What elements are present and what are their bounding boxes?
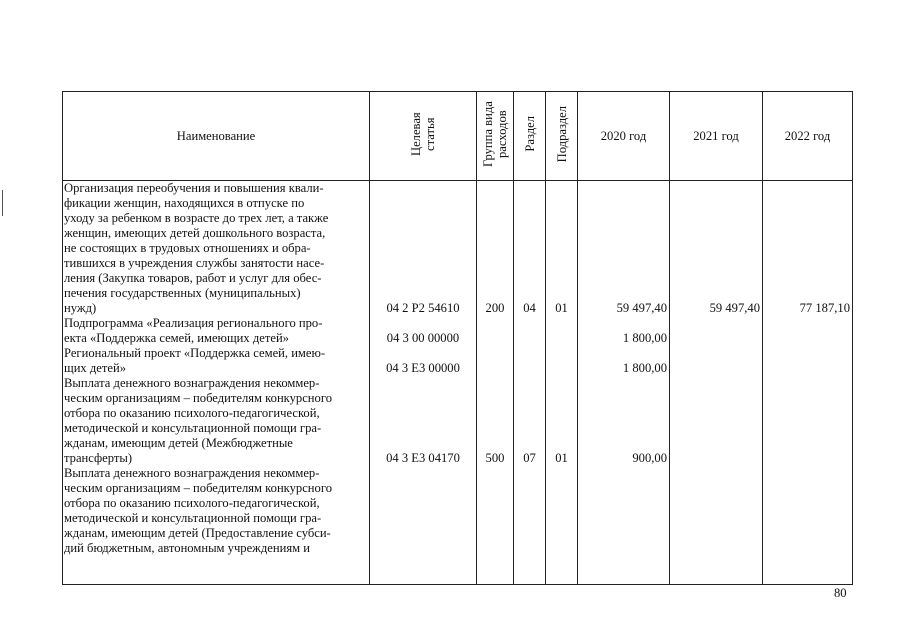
amount-2021-cell-block [670,316,762,346]
header-2022 [763,92,853,181]
row-name-line: ческим организациям – победителям конкурсного [64,391,332,405]
row-name-line: ческим организациям – победителям конкурсного [64,481,332,495]
target-article-cell: 04 3 E3 04170 [386,451,460,465]
row-name-line: ления (Закупка товаров, работ и услуг для обес- [64,271,322,285]
section-cell-block [514,346,545,376]
row-name-line: щих детей» [64,361,127,375]
amount-2021-cell-block [670,346,762,376]
amount-2022-cell: 77 187,10 [799,301,850,315]
subsection-cell: 01 [555,301,568,315]
target-article-cell: 04 3 E3 00000 [386,361,460,375]
amount-2020-cell: 1 800,00 [622,361,667,375]
row-name-line: дий бюджетным, автономным учреждениям и [64,541,311,555]
expense-group-cell: 200 [485,301,505,315]
amount-2022-cell-block [763,376,852,466]
amount-2020-cell-block [578,376,669,466]
target-article-cell: 04 2 P2 54610 [386,301,460,315]
row-name-line: Выплата денежного вознаграждения некоммер- [64,376,320,390]
expense-group-cell-block [477,466,513,556]
scan-edge-mark [2,190,3,216]
expense-group-cell-block [477,316,513,346]
header-expense-group-text: Группа вида расходов [481,101,509,167]
row-name-cell [63,346,369,376]
row-name-line: Выплата денежного вознаграждения некоммер- [64,466,320,480]
amount-2020-cell: 1 800,00 [622,331,667,345]
subsection-cell: 01 [555,451,568,465]
row-name-cell [63,466,369,556]
expense-group-cell: 500 [485,451,505,465]
header-subsection [546,92,578,181]
target-article-cell-block [370,181,476,316]
row-name-line: методической и консультационной помощи гра- [64,511,322,525]
row-name-line: методической и консультационной помощи гра- [64,421,322,435]
amount-2022-cell-block [763,466,852,556]
row-name-line: уходу за ребенком в возрасте до трех лет, а также [64,211,329,225]
amount-2021-cell-block [670,466,762,556]
header-2020-text: 2020 год [600,128,647,143]
amount-2020-cell-block [578,181,669,316]
header-2021 [670,92,763,181]
target-article-cell: 04 3 00 00000 [386,331,460,345]
header-section-text: Раздел [522,116,537,152]
header-target-article [370,92,477,181]
row-name-line: Региональный проект «Поддержка семей, имею- [64,346,326,360]
subsection-cell-block [546,466,577,556]
expense-group-column [477,181,514,585]
row-name-line: трансферты) [64,451,133,465]
expense-group-cell-block [477,346,513,376]
row-name-line: женщин, имеющих детей дошкольного возраста, [64,226,326,240]
target-article-cell-block [370,466,476,556]
header-2022-text: 2022 год [784,128,831,143]
amount-2022-cell-block [763,316,852,346]
amount-2020-column [578,181,670,585]
target-article-column [370,181,477,585]
header-2021-text: 2021 год [693,128,739,143]
subsection-cell-block [546,316,577,346]
amount-2021-cell: 59 497,40 [709,301,760,315]
expense-group-cell-block [477,376,513,466]
header-name-text: Наименование [176,128,256,143]
amount-2022-cell-block [763,346,852,376]
subsection-cell-block [546,376,577,466]
amount-2021-cell-block [670,376,762,466]
amount-2022-column [763,181,853,585]
section-cell-block [514,181,545,316]
amount-2020-cell: 900,00 [632,451,667,465]
section-cell-block [514,376,545,466]
amount-2020-cell-block [578,316,669,346]
header-target-article-text: Целевая статья [409,112,437,156]
header-subsection-text: Подраздел [554,105,569,163]
row-name-line: тившихся в учреждения службы занятости насе- [64,256,325,270]
amount-2022-cell-block [763,181,852,316]
section-cell-block [514,316,545,346]
amount-2020-cell: 59 497,40 [616,301,667,315]
row-name-line: фикации женщин, находящихся в отпуске по [64,196,305,210]
row-name-line: жданам, имеющим детей (Межбюджетные [64,436,293,450]
row-name-cell [63,376,369,466]
name-column [63,181,370,585]
row-name-line: Организация переобучения и повышения квали- [64,181,324,195]
section-cell: 04 [523,301,536,315]
row-name-line: отбора по оказанию психолого-педагогической, [64,496,320,510]
table-body-row [63,181,853,585]
expense-group-cell-block [477,181,513,316]
target-article-cell-block [370,346,476,376]
row-name-line: не состоящих в трудовых отношениях и обра- [64,241,311,255]
amount-2020-cell-block [578,466,669,556]
row-name-cell [63,181,369,316]
header-2020 [578,92,670,181]
header-section [514,92,546,181]
header-row [63,92,853,181]
subsection-cell-block [546,346,577,376]
header-expense-group [477,92,514,181]
row-name-line: екта «Поддержка семей, имеющих детей» [64,331,289,345]
section-cell: 07 [523,451,536,465]
header-name [63,92,370,181]
row-name-line: печения государственных (муниципальных) [64,286,301,300]
row-name-line: жданам, имеющим детей (Предоставление субси- [64,526,331,540]
row-name-cell [63,316,369,346]
amount-2021-column [670,181,763,585]
subsection-cell-block [546,181,577,316]
section-cell-block [514,466,545,556]
amount-2021-cell-block [670,181,762,316]
row-name-line: нужд) [64,301,97,315]
amount-2020-cell-block [578,346,669,376]
subsection-column [546,181,578,585]
target-article-cell-block [370,376,476,466]
section-column [514,181,546,585]
row-name-line: отбора по оказанию психолого-педагогической, [64,406,320,420]
page-number: 80 [834,586,847,600]
row-name-line: Подпрограмма «Реализация регионального про- [64,316,323,330]
target-article-cell-block [370,316,476,346]
budget-table [62,91,853,585]
